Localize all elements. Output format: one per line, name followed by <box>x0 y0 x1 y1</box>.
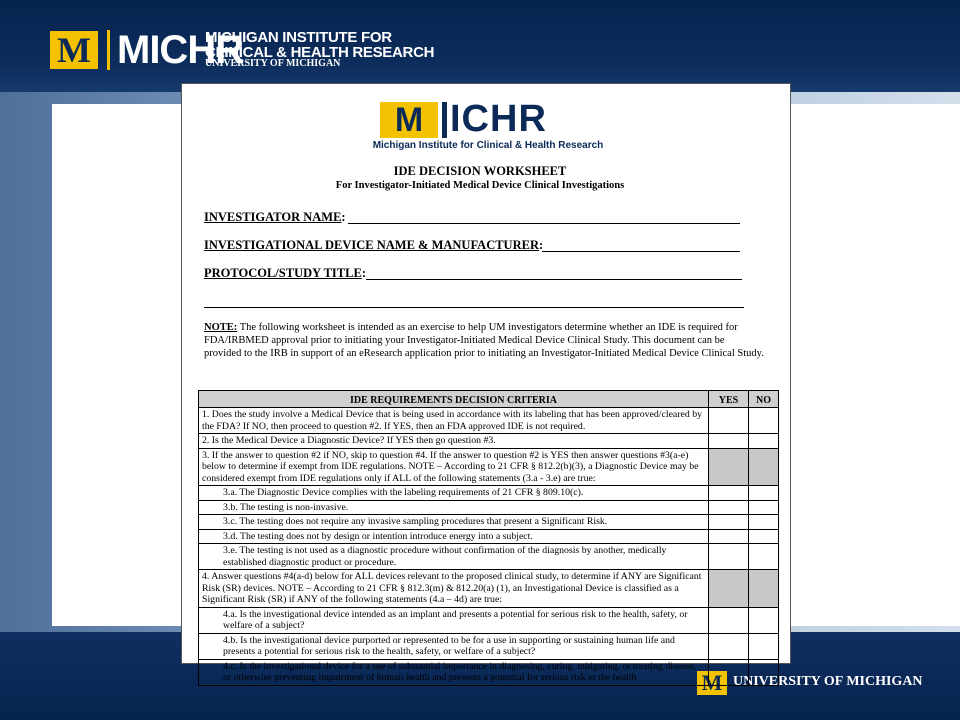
criteria-cell: 4. Answer questions #4(a-d) below for ALL devices relevant to the proposed clinical study, to determine if ANY are Significant Risk (SR) devices. NOTE – According to 21 CFR § 812.3(m) & 812.20(a) (1), an Investigational Device is classified as a Significant Risk (SR) if ANY of the following statements (4.a – 4d) are true: <box>199 570 709 608</box>
no-cell[interactable] <box>749 486 779 501</box>
yes-cell[interactable] <box>709 659 749 685</box>
criteria-cell: 4.c. Is the investigational device for a use of substantial importance in diagnosing, curing, mitigating, or treating disease, or otherwise preventing impairment of human health and presents a potential for serious risk to the health <box>199 659 709 685</box>
institute-name-line2: CLINICAL & HEALTH RESEARCH <box>205 44 435 61</box>
device-line[interactable] <box>542 251 740 252</box>
university-name: UNIVERSITY OF MICHIGAN <box>205 58 341 69</box>
no-cell-disabled <box>749 448 779 486</box>
table-header-row <box>199 391 779 408</box>
investigator-label: INVESTIGATOR NAME <box>204 210 342 224</box>
yes-cell[interactable] <box>709 500 749 515</box>
doc-logo-word: ICHR <box>450 98 547 140</box>
device-label: INVESTIGATIONAL DEVICE NAME & MANUFACTURER <box>204 238 539 252</box>
footer-university-name: UNIVERSITY OF MICHIGAN <box>733 674 923 689</box>
table-row <box>199 486 779 501</box>
no-cell[interactable] <box>749 529 779 544</box>
criteria-cell: 2. Is the Medical Device a Diagnostic Device? If YES then go question #3. <box>199 434 709 449</box>
criteria-cell: 1. Does the study involve a Medical Device that is being used in accordance with its labeling that has been approved/cleared by the FDA? If NO, then proceed to question #2. If YES, then an FDA approved IDE is not required. <box>199 408 709 434</box>
investigator-field: INVESTIGATOR NAME: <box>204 210 346 224</box>
criteria-cell: 3.c. The testing does not require any invasive sampling procedures that present a Significant Risk. <box>199 515 709 530</box>
doc-logo-m: M <box>380 102 438 138</box>
table-row <box>199 659 779 685</box>
note-text: The following worksheet is intended as an exercise to help UM investigators determine whether an IDE is required for FDA/IRBMED approval prior to initiating your Investigator-Initiated Medical Device Clinical Study. This document can be provided to the IRB in support of an eResearch application prior to initiating an Investigator-Initiated Medical Device Clinical Study. <box>204 322 764 359</box>
table-row <box>199 515 779 530</box>
michr-wordmark: MICHR <box>117 28 244 72</box>
investigator-line[interactable] <box>348 223 740 224</box>
logo-divider <box>107 30 110 70</box>
table-row <box>199 434 779 449</box>
yes-header: YES <box>709 391 749 408</box>
criteria-cell: 3.d. The testing does not by design or intention introduce energy into a subject. <box>199 529 709 544</box>
protocol-field: PROTOCOL/STUDY TITLE: <box>204 266 366 280</box>
yes-cell[interactable] <box>709 408 749 434</box>
criteria-cell: 4.b. Is the investigational device purported or represented to be for a use in supporting or sustaining human life and presents a potential for serious risk to the health, safety, or welfare of a subject? <box>199 633 709 659</box>
table-row <box>199 529 779 544</box>
footer-block-m-logo: M <box>697 671 727 695</box>
michr-document-logo <box>372 98 604 151</box>
yes-cell-disabled <box>709 448 749 486</box>
protocol-line-2[interactable] <box>204 307 744 308</box>
yes-cell[interactable] <box>709 544 749 570</box>
table-row <box>199 607 779 633</box>
yes-cell-disabled <box>709 570 749 608</box>
table-row <box>199 500 779 515</box>
no-header: NO <box>749 391 779 408</box>
criteria-cell: 3.a. The Diagnostic Device complies with the labeling requirements of 21 CFR § 809.10(c). <box>199 486 709 501</box>
no-cell[interactable] <box>749 659 779 685</box>
table-row <box>199 544 779 570</box>
criteria-header: IDE REQUIREMENTS DECISION CRITERIA <box>199 391 709 408</box>
no-cell[interactable] <box>749 434 779 449</box>
device-field: INVESTIGATIONAL DEVICE NAME & MANUFACTURER: <box>204 238 544 252</box>
table-row <box>199 448 779 486</box>
doc-logo-subtitle: Michigan Institute for Clinical & Health Research <box>372 140 604 151</box>
table-row <box>199 570 779 608</box>
yes-cell[interactable] <box>709 607 749 633</box>
institute-name-line1: MICHIGAN INSTITUTE FOR <box>205 29 392 46</box>
worksheet-document <box>181 83 791 683</box>
block-m-logo: M <box>50 31 98 69</box>
no-cell-disabled <box>749 570 779 608</box>
yes-cell[interactable] <box>709 486 749 501</box>
worksheet-note <box>204 322 764 360</box>
worksheet-title: IDE DECISION WORKSHEET <box>393 164 567 178</box>
criteria-cell: 3. If the answer to question #2 if NO, skip to question #4. If the answer to question #2 is YES then answer questions #3(a-e) below to determine if exempt from IDE regulations. NOTE – According to 21 CFR § 812.2(b)(3), a Diagnostic Device may be considered exempt from IDE regulations only if ALL of the following statements (3.a - 3.e) are true: <box>199 448 709 486</box>
yes-cell[interactable] <box>709 529 749 544</box>
table-row <box>199 633 779 659</box>
no-cell[interactable] <box>749 607 779 633</box>
protocol-line[interactable] <box>366 279 742 280</box>
worksheet-subtitle: For Investigator-Initiated Medical Device Clinical Investigations <box>335 180 625 191</box>
criteria-cell: 3.e. The testing is not used as a diagnostic procedure without confirmation of the diagnosis by another, medically established diagnostic product or procedure. <box>199 544 709 570</box>
yes-cell[interactable] <box>709 434 749 449</box>
table-row <box>199 408 779 434</box>
criteria-table <box>198 390 779 686</box>
no-cell[interactable] <box>749 515 779 530</box>
no-cell[interactable] <box>749 633 779 659</box>
doc-logo-bar <box>442 102 447 138</box>
no-cell[interactable] <box>749 544 779 570</box>
criteria-cell: 4.a. Is the investigational device intended as an implant and presents a potential for serious risk to the health, safety, or welfare of a subject? <box>199 607 709 633</box>
note-label: NOTE: <box>204 322 238 333</box>
criteria-cell: 3.b. The testing is non-invasive. <box>199 500 709 515</box>
no-cell[interactable] <box>749 500 779 515</box>
yes-cell[interactable] <box>709 633 749 659</box>
yes-cell[interactable] <box>709 515 749 530</box>
no-cell[interactable] <box>749 408 779 434</box>
protocol-label: PROTOCOL/STUDY TITLE <box>204 266 362 280</box>
